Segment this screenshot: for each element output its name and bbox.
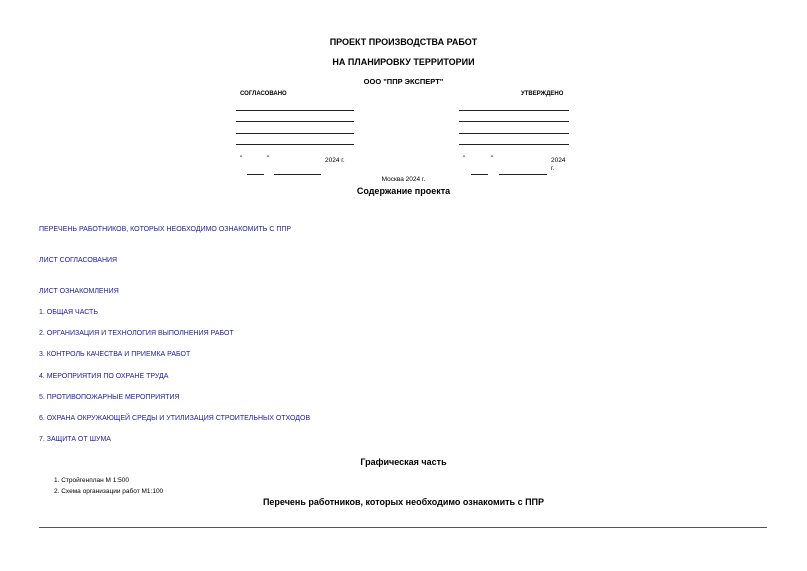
graphic-part-heading: Графическая часть <box>360 457 447 467</box>
date-quote-close: " <box>267 155 270 162</box>
date-quote-open: " <box>240 155 243 162</box>
contents-heading: Содержание проекта <box>356 186 451 196</box>
signature-line <box>236 133 354 134</box>
signature-line <box>459 110 569 111</box>
day-blank-line <box>471 174 488 175</box>
document-title: ПРОЕКТ ПРОИЗВОДСТВА РАБОТ <box>329 37 478 47</box>
toc-link-general-part[interactable]: 1. ОБЩАЯ ЧАСТЬ <box>39 309 98 316</box>
toc-link-approval-sheet[interactable]: ЛИСТ СОГЛАСОВАНИЯ <box>39 257 118 264</box>
signature-line <box>459 133 569 134</box>
month-blank-line <box>274 174 321 175</box>
date-quote-open: " <box>463 155 466 162</box>
toc-link-noise-protection[interactable]: 7. ЗАЩИТА ОТ ШУМА <box>39 436 111 443</box>
organization-name: ООО "ППР ЭКСПЕРТ" <box>363 77 444 86</box>
document-subtitle: НА ПЛАНИРОВКУ ТЕРРИТОРИИ <box>332 57 475 67</box>
date-quote-close: " <box>491 155 494 162</box>
toc-link-environment-protection[interactable]: 6. ОХРАНА ОКРУЖАЮЩЕЙ СРЕДЫ И УТИЛИЗАЦИЯ СТРОИТЕЛЬНЫХ ОТХОДОВ <box>39 415 311 422</box>
signature-line <box>236 144 354 145</box>
graphic-item: 1. Стройгенплан М 1:500 <box>54 477 130 484</box>
month-blank-line <box>499 174 547 175</box>
toc-link-familiarization-sheet[interactable]: ЛИСТ ОЗНАКОМЛЕНИЯ <box>39 288 119 295</box>
approved-label: УТВЕРЖДЕНО <box>521 91 564 97</box>
graphic-item: 2. Схема организации работ М1:100 <box>54 488 164 495</box>
agreed-label: СОГЛАСОВАНО <box>240 91 287 97</box>
signature-line <box>459 144 569 145</box>
city-year: Москва 2024 г. <box>381 176 426 183</box>
signature-line <box>459 121 569 122</box>
toc-link-organization-technology[interactable]: 2. ОРГАНИЗАЦИЯ И ТЕХНОЛОГИЯ ВЫПОЛНЕНИЯ РАБОТ <box>39 330 234 337</box>
toc-link-quality-control[interactable]: 3. КОНТРОЛЬ КАЧЕСТВА И ПРИЕМКА РАБОТ <box>39 351 191 358</box>
signature-line <box>236 121 354 122</box>
signature-line <box>236 110 354 111</box>
date-year-suffix: г. <box>551 165 555 172</box>
toc-link-labor-protection[interactable]: 4. МЕРОПРИЯТИЯ ПО ОХРАНЕ ТРУДА <box>39 373 169 380</box>
date-year: 2024 <box>551 157 566 164</box>
day-blank-line <box>247 174 264 175</box>
workers-list-heading: Перечень работников, которых необходимо ознакомить с ППР <box>262 497 545 507</box>
divider <box>39 527 767 528</box>
toc-link-fire-safety[interactable]: 5. ПРОТИВОПОЖАРНЫЕ МЕРОПРИЯТИЯ <box>39 394 180 401</box>
toc-link-workers-list[interactable]: ПЕРЕЧЕНЬ РАБОТНИКОВ, КОТОРЫХ НЕОБХОДИМО ОЗНАКОМИТЬ С ППР <box>39 226 292 233</box>
date-year: 2024 г. <box>325 157 345 164</box>
